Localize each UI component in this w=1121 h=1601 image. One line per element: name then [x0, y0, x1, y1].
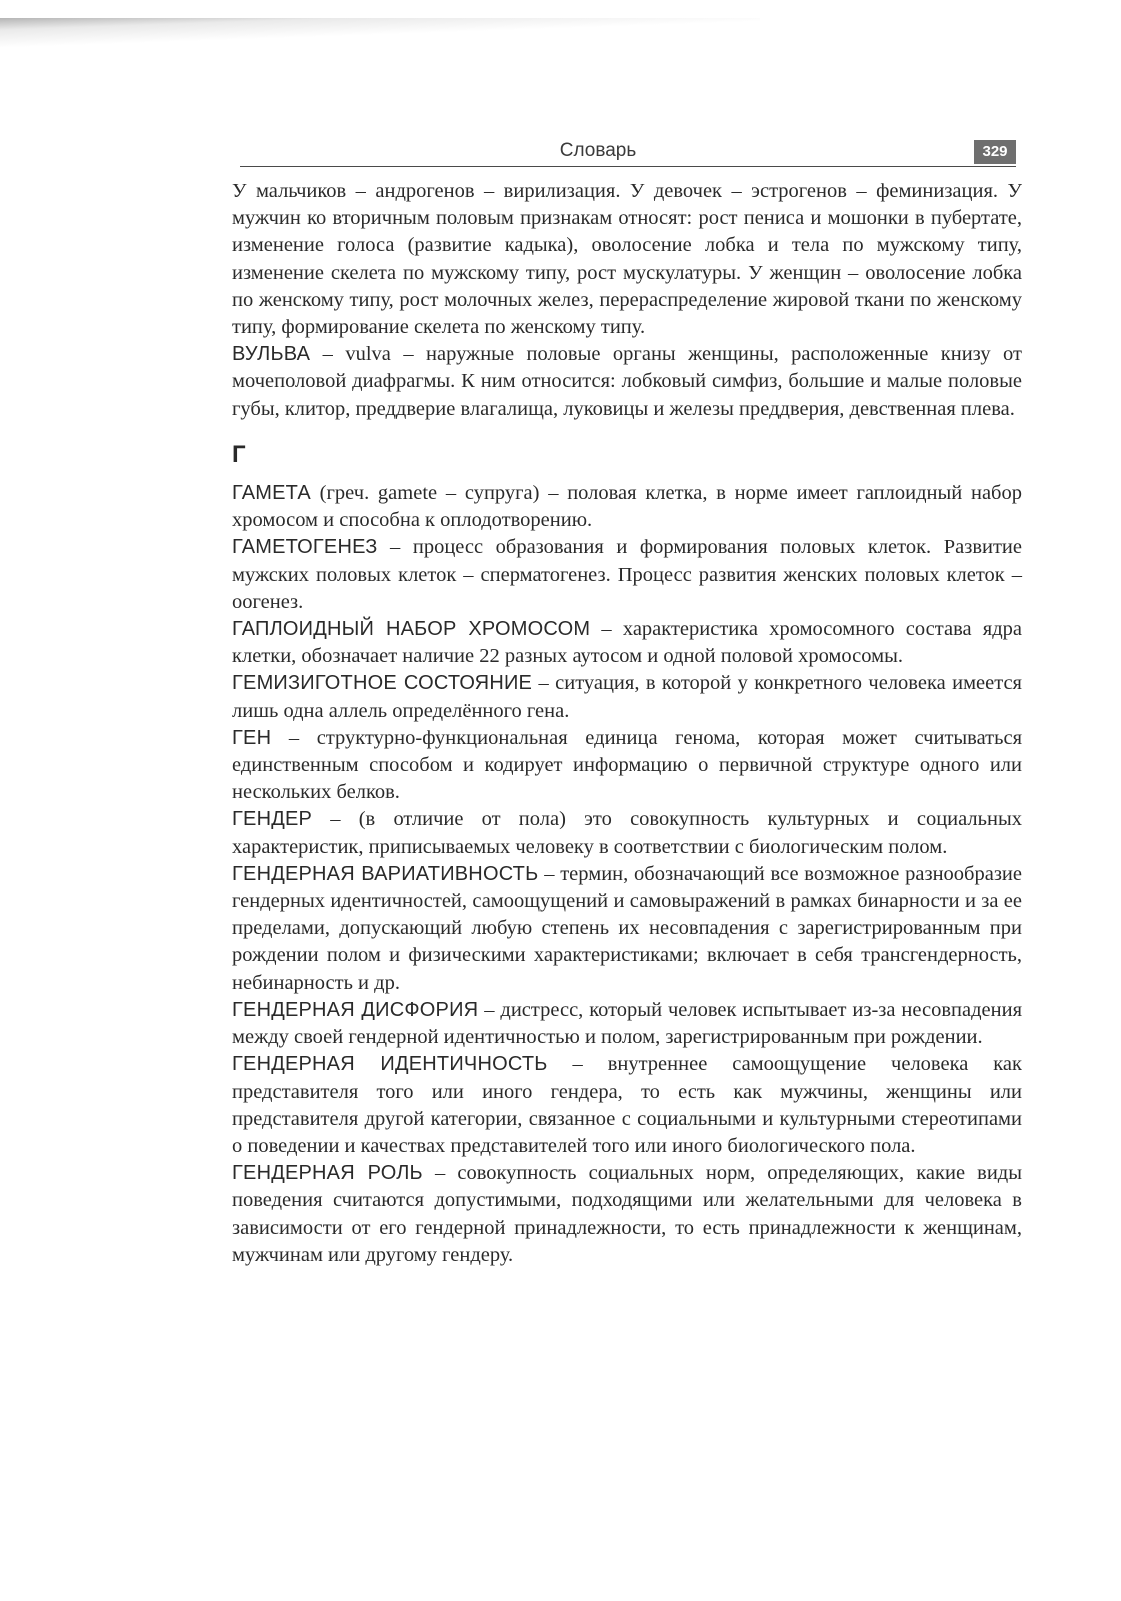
entry-definition: – процесс образования и формирования половых клеток. Развитие мужских половых клеток – сперматогенез. Процесс развития женских половых клеток – оогенез.	[232, 536, 1022, 613]
glossary-entry	[232, 534, 1022, 616]
entry-term: ГАМЕТОГЕНЕЗ	[232, 536, 378, 559]
glossary-entry	[232, 725, 1022, 807]
running-title: Словарь	[559, 140, 637, 161]
entry-definition: – структурно-функциональная единица генома, которая может считываться единственным способом и кодирует информацию о первичной структуре одного или нескольких белков.	[232, 726, 1022, 804]
glossary-entry	[232, 997, 1022, 1051]
page-number-badge: 329	[974, 140, 1016, 164]
entry-term: ГЕН	[232, 726, 272, 749]
entry-term: ГЕНДЕРНАЯ ДИСФОРИЯ	[232, 998, 479, 1021]
entry-definition: – (в отличие от пола) это совокупность культурных и социальных характеристик, приписываемых человеку в соответствии с биологическим полом.	[232, 808, 1022, 858]
glossary-entry-vulva	[232, 341, 1022, 423]
glossary-entry	[232, 861, 1022, 997]
entry-definition: – ситуация, в которой у конкретного человека имеется лишь одна аллель определённого гена.	[232, 672, 1022, 722]
entry-term: ГЕНДЕРНАЯ РОЛЬ	[232, 1162, 423, 1185]
entry-term: ГЕНДЕРНАЯ ИДЕНТИЧНОСТЬ	[232, 1053, 548, 1076]
glossary-entry	[232, 670, 1022, 724]
entry-term: ГАМЕТА	[232, 482, 311, 505]
entry-term: ВУЛЬВА	[232, 343, 311, 366]
entry-term: ГЕМИЗИГОТНОЕ СОСТОЯНИЕ	[232, 672, 533, 695]
running-header	[240, 138, 1016, 167]
section-letter-heading: Г	[232, 440, 246, 468]
continuation-paragraph: У мальчиков – андрогенов – вирилизация. У девочек – эстрогенов – феминизация. У мужчин ко вторичным половым признакам относят: рост пениса и мошонки в пубертате, изменение голоса (развитие кадыка), оволосение лобка и тела по мужскому типу, изменение скелета по мужскому типу, рост мускулатуры. У женщин – оволосение лобка по женскому типу, рост молочных желез, перераспределение жировой ткани по женскому типу, формирование скелета по женскому типу.	[232, 180, 1022, 339]
glossary-entry	[232, 616, 1022, 670]
glossary-entry	[232, 806, 1022, 860]
entry-definition: – характеристика хромосомного состава ядра клетки, обозначает наличие 22 разных аутосом и одной половой хромосомы.	[232, 618, 1022, 668]
entry-term: ГАПЛОИДНЫЙ НАБОР ХРОМОСОМ	[232, 618, 591, 641]
entry-definition: – термин, обозначающий все возможное разнообразие гендерных идентичностей, самоощущений и самовыражений в рамках бинарности и за ее пределами, допускающий любую степень их несовпадения с зарегистрированным при рождении полом и физическими характеристиками; включает в себя трансгендерность, небинарность и др.	[232, 862, 1022, 994]
glossary-entry	[232, 1051, 1022, 1160]
glossary-entry	[232, 1160, 1022, 1269]
entry-definition: – vulva – наружные половые органы женщины, расположенные книзу от мочеполовой диафрагмы. К ним относится: лобковый симфиз, большие и малые половые губы, клитор, преддверие влагалища, луковицы и железы преддверия, девственная плева.	[232, 343, 1022, 420]
scan-shadow	[0, 18, 760, 58]
entry-term: ГЕНДЕРНАЯ ВАРИАТИВНОСТЬ	[232, 862, 539, 885]
entry-definition: – внутреннее самоощущение человека как представителя того или иного гендера, то есть как мужчины, женщины или представителя другой категории, связанное с социальными и культурными стереотипами о поведении и качествах представителей того или иного биологического пола.	[232, 1053, 1022, 1157]
entry-definition: – дистресс, который человек испытывает из-за несовпадения между своей гендерной идентичностью и полом, зарегистрированным при рождении.	[232, 998, 1022, 1049]
glossary-body	[232, 178, 1022, 1269]
entry-definition: – совокупность социальных норм, определяющих, какие виды поведения считаются допустимыми, подходящими или желательными для человека в зависимости от его гендерной принадлежности, то есть принадлежности к женщинам, мужчинам или другому гендеру.	[232, 1162, 1022, 1266]
entry-term: ГЕНДЕР	[232, 808, 313, 831]
glossary-entry	[232, 480, 1022, 534]
entry-definition: (греч. gamete – супруга) – половая клетка, в норме имеет гаплоидный набор хромосом и способна к оплодотворению.	[232, 482, 1022, 532]
